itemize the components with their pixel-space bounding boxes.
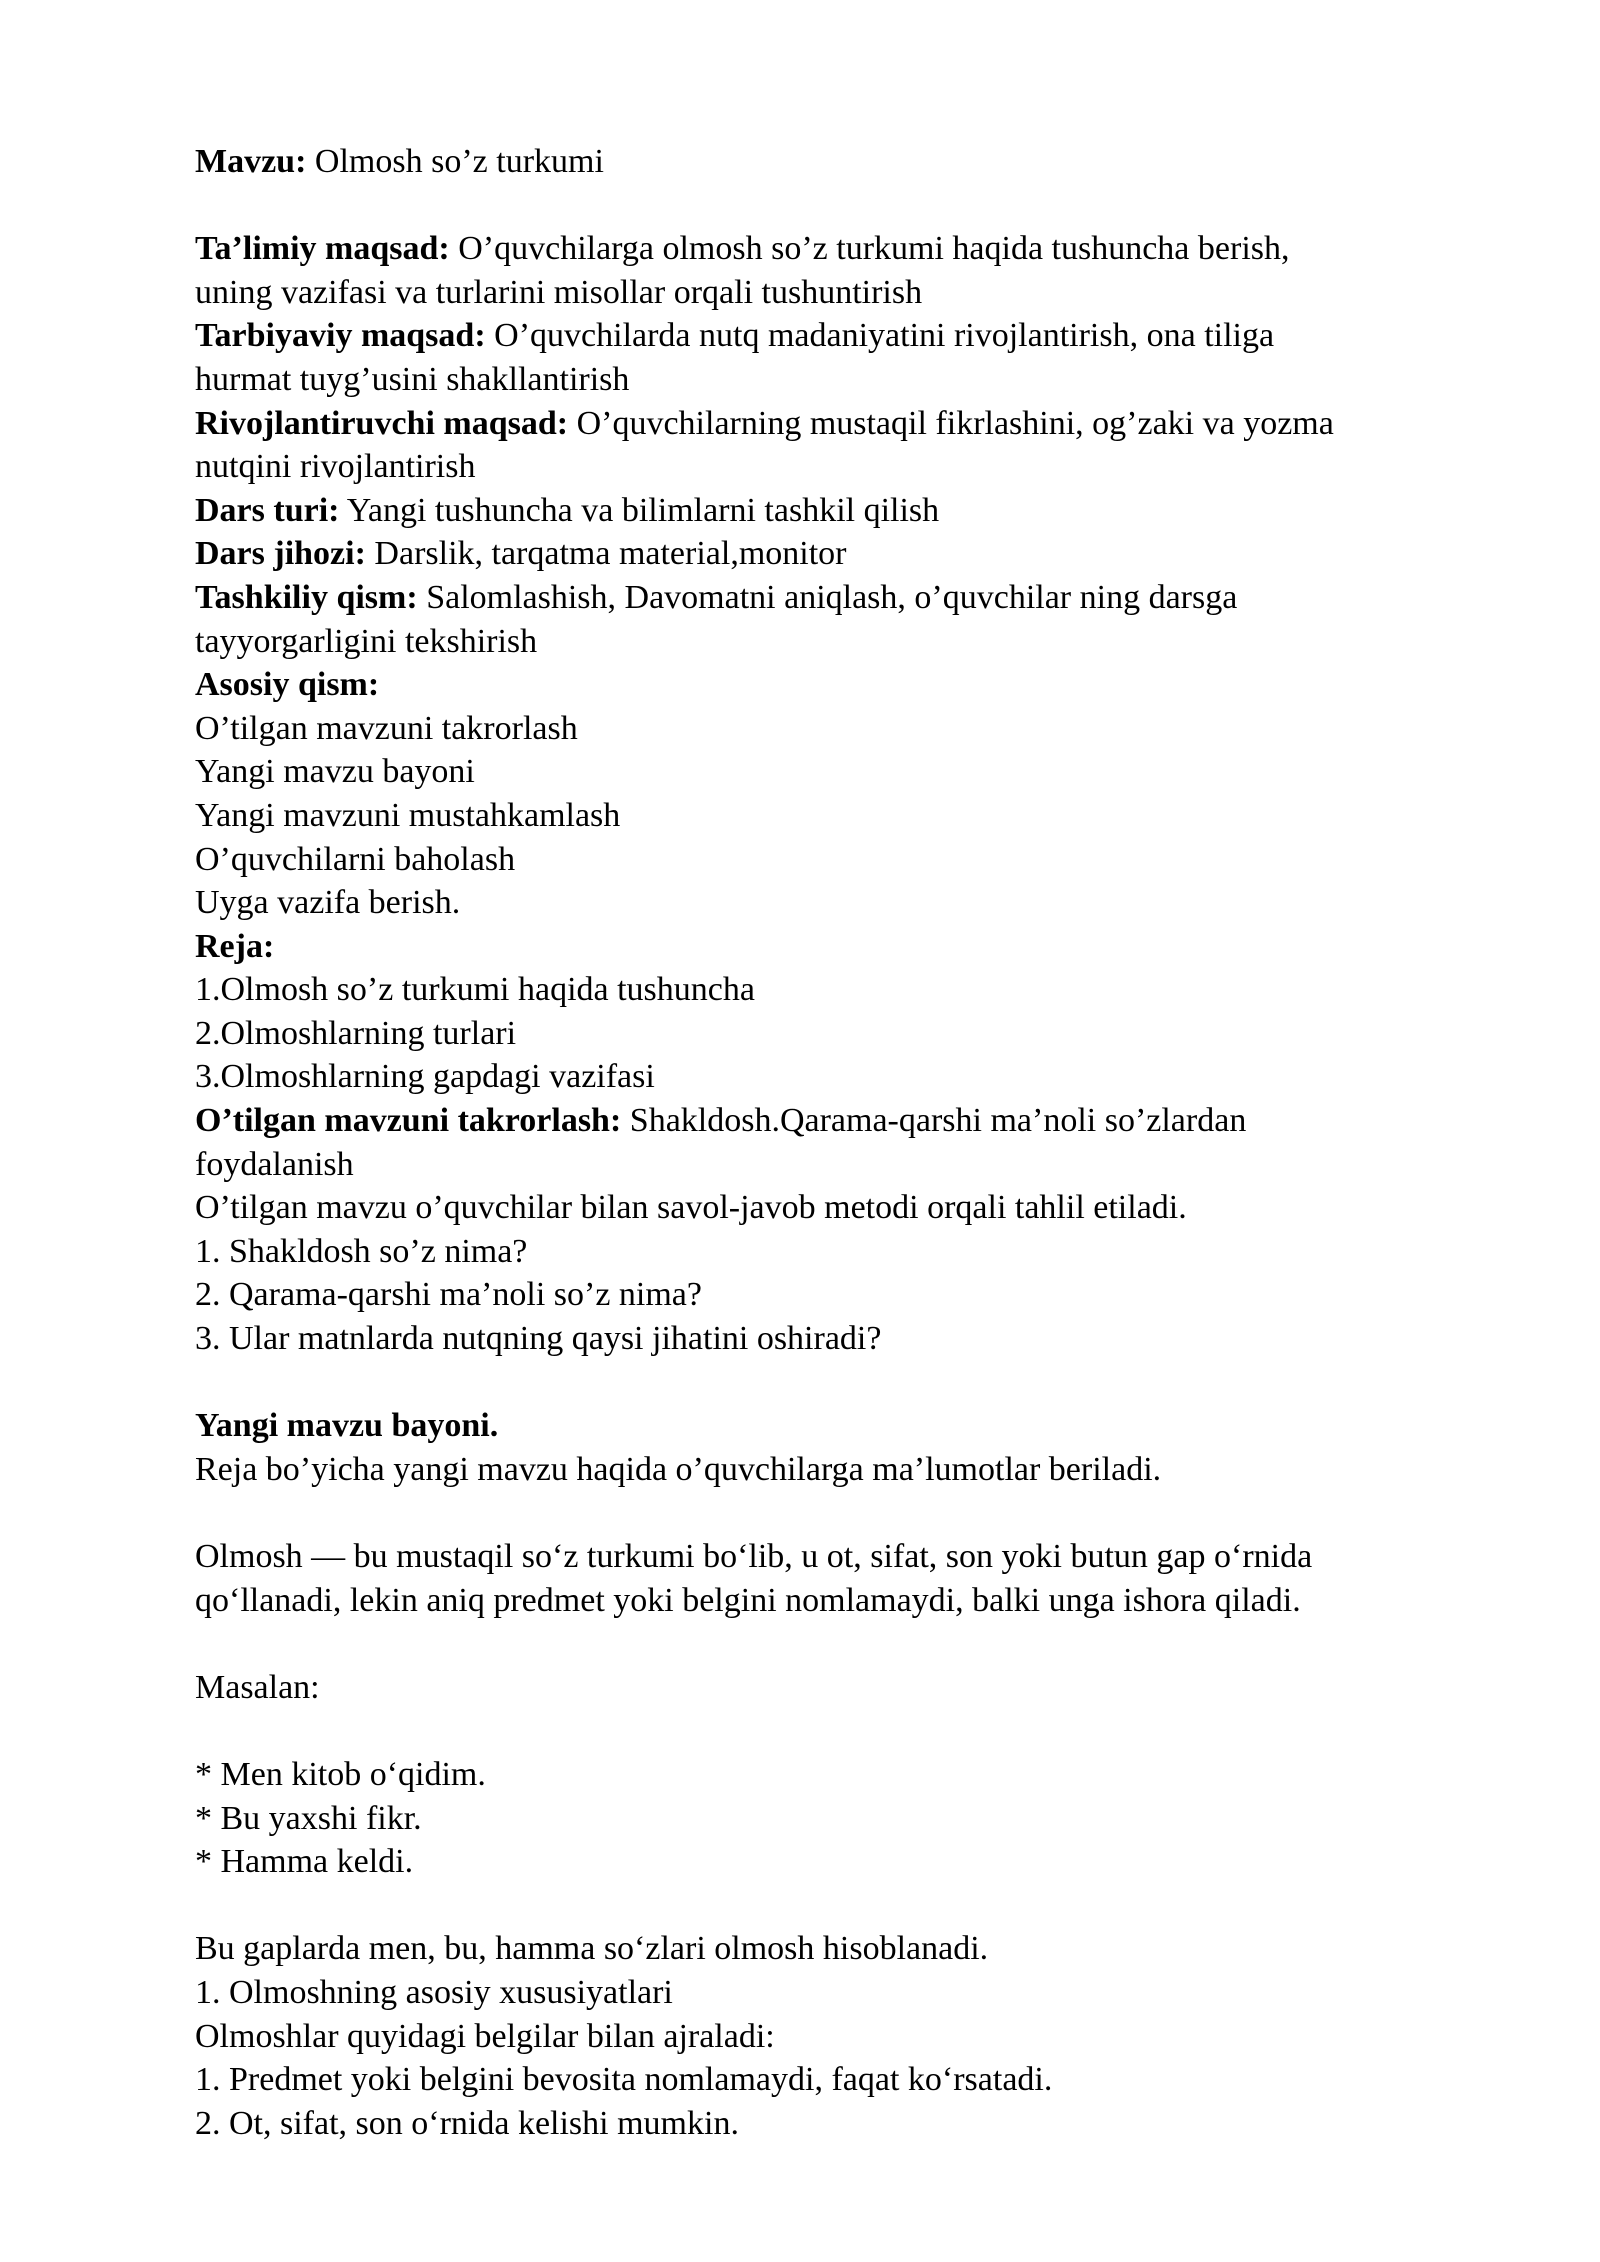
review-question: 1. Shakldosh so’z nima? — [195, 1232, 528, 1270]
example-item: * Men kitob o‘qidim. — [195, 1755, 486, 1793]
main-part-item: O’quvchilarni baholash — [195, 840, 516, 878]
upbringing-goal-label: Tarbiyaviy maqsad: — [195, 317, 486, 355]
educational-goal-continuation: uning vazifasi va turlarini misollar orqali tushuntirish — [195, 273, 923, 311]
spacer — [195, 1622, 1475, 1666]
definition-continuation: qo‘llanadi, lekin aniq predmet yoki belgini nomlamaydi, balki unga ishora qiladi. — [195, 1581, 1301, 1619]
definition-line: Olmosh — bu mustaqil so‘z turkumi bo‘lib, u ot, sifat, son yoki butun gap o‘rnida — [195, 1538, 1313, 1575]
review-intro: O’tilgan mavzu o’quvchilar bilan savol-javob metodi orqali tahlil etiladi. — [195, 1189, 1187, 1227]
review-continuation: foydalanish — [195, 1145, 354, 1183]
feature-item: 1. Predmet yoki belgini bevosita nomlamaydi, faqat ko‘rsatadi. — [195, 2061, 1053, 2099]
organizational-line — [195, 576, 1475, 620]
developmental-goal-continuation: nutqini rivojlantirish — [195, 448, 476, 486]
lesson-type-text: Yangi tushuncha va bilimlarni tashkil qilish — [339, 491, 940, 529]
topic-text: Olmosh so’z turkumi — [306, 143, 604, 180]
educational-goal-line — [195, 227, 1475, 271]
topic-label: Mavzu: — [195, 143, 307, 180]
spacer — [195, 1884, 1475, 1928]
main-part-item: Yangi mavzuni mustahkamlash — [195, 796, 621, 834]
main-part-item: Yangi mavzu bayoni — [195, 753, 475, 791]
upbringing-goal-text: O’quvchilarda nutq madaniyatini rivojlantirish, ona tiliga — [485, 317, 1275, 355]
conclusion-line: Bu gaplarda men, bu, hamma so‘zlari olmosh hisoblanadi. — [195, 1930, 989, 1968]
main-part-item: O’tilgan mavzuni takrorlash — [195, 709, 578, 747]
organizational-continuation: tayyorgarligini tekshirish — [195, 622, 538, 660]
main-part-label: Asosiy qism: — [195, 666, 380, 704]
plan-item: 2.Olmoshlarning turlari — [195, 1014, 517, 1052]
plan-item: 3.Olmoshlarning gapdagi vazifasi — [195, 1058, 655, 1096]
spacer — [195, 1491, 1475, 1535]
review-line — [195, 1099, 1475, 1143]
spacer — [195, 1361, 1475, 1405]
new-topic-label: Yangi mavzu bayoni. — [195, 1407, 499, 1445]
example-item: * Bu yaxshi fikr. — [195, 1799, 422, 1837]
developmental-goal-text: O’quvchilarning mustaqil fikrlashini, og’zaki va yozma — [568, 404, 1334, 442]
spacer — [195, 1709, 1475, 1753]
feature-item: 2. Ot, sifat, son o‘rnida kelishi mumkin. — [195, 2104, 739, 2142]
educational-goal-text: O’quvchilarga olmosh so’z turkumi haqida tushuncha berish, — [449, 230, 1290, 268]
plan-item: 1.Olmosh so’z turkumi haqida tushuncha — [195, 971, 755, 1009]
review-text: Shakldosh.Qarama-qarshi ma’noli so’zlardan — [621, 1102, 1247, 1140]
developmental-goal-label: Rivojlantiruvchi maqsad: — [195, 404, 569, 442]
review-question: 3. Ular matnlarda nutqning qaysi jihatini oshiradi? — [195, 1320, 882, 1358]
equipment-label: Dars jihozi: — [195, 535, 366, 573]
equipment-line — [195, 532, 1475, 576]
features-intro: Olmoshlar quyidagi belgilar bilan ajraladi: — [195, 2017, 775, 2055]
developmental-goal-line — [195, 402, 1475, 446]
organizational-text: Salomlashish, Davomatni aniqlash, o’quvchilar ning darsga — [417, 578, 1238, 616]
upbringing-goal-continuation: hurmat tuyg’usini shakllantirish — [195, 360, 630, 398]
lesson-type-label: Dars turi: — [195, 491, 340, 529]
new-topic-intro: Reja bo’yicha yangi mavzu haqida o’quvchilarga ma’lumotlar beriladi. — [195, 1450, 1162, 1488]
example-item: * Hamma keldi. — [195, 1843, 414, 1881]
lesson-type-line — [195, 489, 1475, 533]
features-heading: 1. Olmoshning asosiy xususiyatlari — [195, 1973, 673, 2011]
upbringing-goal-line — [195, 314, 1475, 358]
spacer — [195, 184, 1475, 228]
organizational-label: Tashkiliy qism: — [195, 578, 418, 616]
main-part-item: Uyga vazifa berish. — [195, 884, 461, 922]
plan-label: Reja: — [195, 927, 275, 965]
review-question: 2. Qarama-qarshi ma’noli so’z nima? — [195, 1276, 702, 1314]
document-page — [195, 140, 1475, 2145]
examples-label: Masalan: — [195, 1668, 320, 1706]
topic-line — [195, 140, 1475, 184]
equipment-text: Darslik, tarqatma material,monitor — [365, 535, 847, 573]
educational-goal-label: Ta’limiy maqsad: — [195, 230, 450, 268]
review-label: O’tilgan mavzuni takrorlash: — [195, 1102, 622, 1140]
